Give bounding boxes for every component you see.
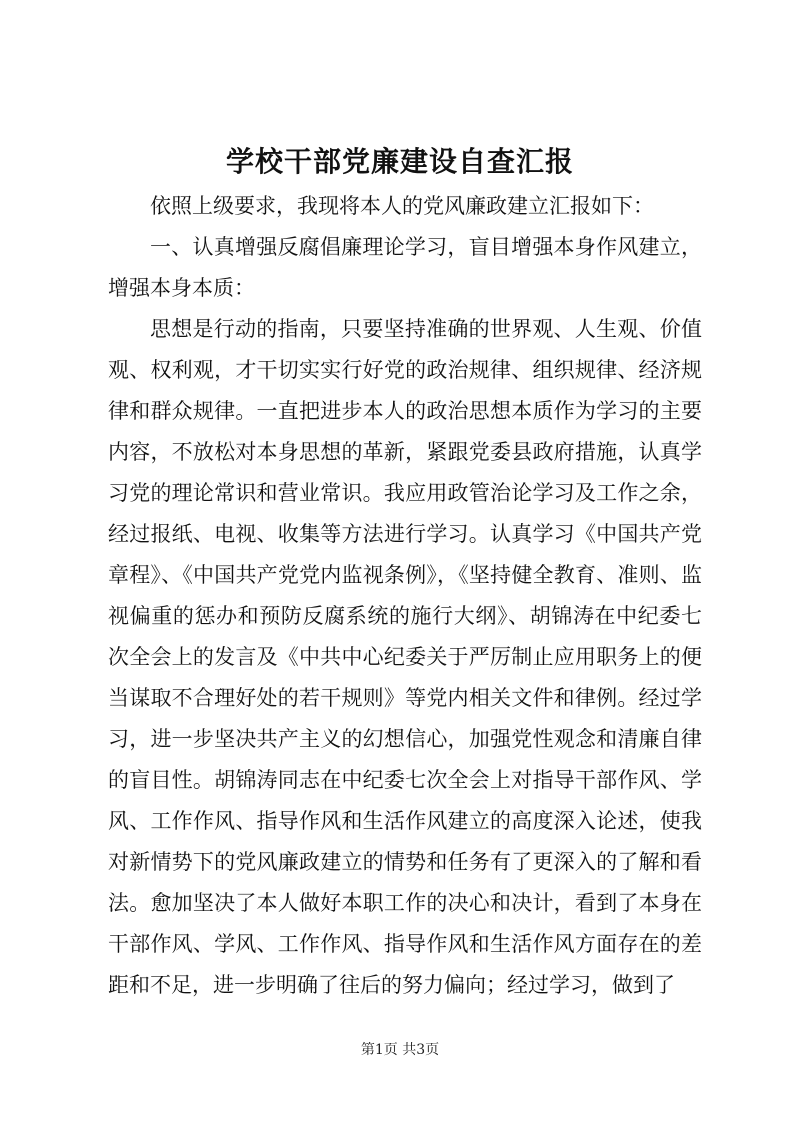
document-body [108,186,702,1006]
paragraph-main: 思想是行动的指南，只要坚持准确的世界观、人生观、价值观、权利观，才干切实实行好党的政治规律、组织规律、经济规律和群众规律。一直把进步本人的政治思想本质作为学习的主要内容，不放松对本身思想的革新，紧跟党委县政府措施，认真学习党的理论常识和营业常识。我应用政管治论学习及工作之余，经过报纸、电视、收集等方法进行学习。认真学习《中国共产党章程》、《中国共产党党内监视条例》，《坚持健全教育、准则、监视偏重的惩办和预防反腐系统的施行大纲》、胡锦涛在中纪委七次全会上的发言及《中共中心纪委关于严厉制止应用职务上的便当谋取不合理好处的若干规则》等党内相关文件和律例。经过学习，进一步坚决共产主义的幻想信心，加强党性观念和清廉自律的盲目性。胡锦涛同志在中纪委七次全会上对指导干部作风、学风、工作作风、指导作风和生活作风建立的高度深入论述，使我对新情势下的党风廉政建立的情势和任务有了更深入的了解和看法。愈加坚决了本人做好本职工作的决心和决计，看到了本身在干部作风、学风、工作作风、指导作风和生活作风方面存在的差距和不足，进一步明确了往后的努力偏向；经过学习，做到了 [108,317,702,997]
paragraph-section-heading: 一、认真增强反腐倡廉理论学习，盲目增强本身作风建立，增强本身本质： [108,235,702,300]
page-footer: 第1页 共3页 [360,1042,440,1058]
paragraph-intro: 依照上级要求，我现将本人的党风廉政建立汇报如下： [150,194,654,218]
document-title: 学校干部党廉建设自查汇报 [225,145,574,178]
